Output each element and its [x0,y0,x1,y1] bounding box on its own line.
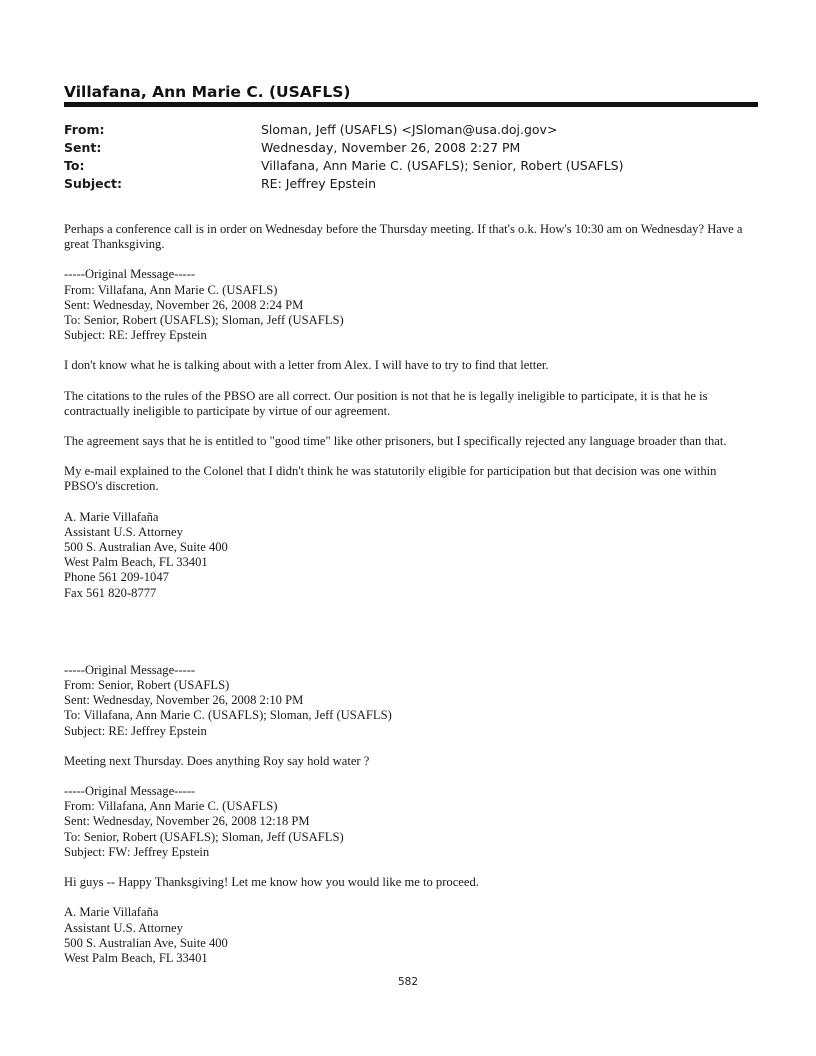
quoted-from: From: Villafana, Ann Marie C. (USAFLS) [64,799,278,814]
quoted-header [64,267,754,343]
quoted-to: To: Senior, Robert (USAFLS); Sloman, Jeff (USAFLS) [64,313,344,328]
subject-label: Subject: [64,176,122,191]
signature-block [64,905,754,966]
mailbox-owner-title: Villafana, Ann Marie C. (USAFLS) [64,83,351,101]
to-label: To: [64,158,85,173]
signature-line: Fax 561 820-8777 [64,585,157,600]
signature-line: Assistant U.S. Attorney [64,524,183,539]
page-number: 582 [397,976,419,988]
signature-line: 500 S. Australian Ave, Suite 400 [64,935,228,950]
sent-row [64,139,764,157]
signature-line: 500 S. Australian Ave, Suite 400 [64,540,228,555]
original-message-divider: -----Original Message----- [64,662,196,677]
message-paragraph: The citations to the rules of the PBSO are all correct. Our position is not that he is legally ineligible to participate, it is that he is contractually ineligible to participate by virtue of our agreement. [64,388,708,418]
email-header [64,121,764,193]
from-label: From: [64,122,105,137]
message-text: Hi guys -- Happy Thanksgiving! Let me know how you would like me to proceed. [64,875,479,890]
message-paragraph: My e-mail explained to the Colonel that I didn't think he was statutorily eligible for participation but that decision was one within PBSO's discretion. [64,464,717,494]
quoted-to: To: Villafana, Ann Marie C. (USAFLS); Sloman, Jeff (USAFLS) [64,708,392,723]
message-text: Perhaps a conference call is in order on Wednesday before the Thursday meeting. If that's o.k. How's 10:30 am on Wednesday? Have a great Thanksgiving. [64,222,743,252]
message-paragraph: I don't know what he is talking about with a letter from Alex. I will have to try to find that letter. [64,358,549,373]
quoted-from: From: Villafana, Ann Marie C. (USAFLS) [64,282,278,297]
email-body [64,222,754,981]
sent-value: Wednesday, November 26, 2008 2:27 PM [261,140,521,155]
quoted-subject: Subject: RE: Jeffrey Epstein [64,328,207,343]
original-message-divider: -----Original Message----- [64,784,196,799]
quoted-subject: Subject: FW: Jeffrey Epstein [64,844,210,859]
signature-line: West Palm Beach, FL 33401 [64,950,208,965]
quoted-from: From: Senior, Robert (USAFLS) [64,678,230,693]
quoted-subject: Subject: RE: Jeffrey Epstein [64,723,207,738]
quoted-sent: Sent: Wednesday, November 26, 2008 2:24 PM [64,297,304,312]
signature-line: Assistant U.S. Attorney [64,920,183,935]
spacer [64,601,754,663]
quoted-header [64,663,754,739]
to-value: Villafana, Ann Marie C. (USAFLS); Senior, Robert (USAFLS) [261,158,624,173]
quoted-to: To: Senior, Robert (USAFLS); Sloman, Jeff (USAFLS) [64,829,344,844]
to-row [64,157,764,175]
subject-row [64,175,764,193]
signature-line: West Palm Beach, FL 33401 [64,555,208,570]
from-row [64,121,764,139]
signature-line: A. Marie Villafaña [64,905,159,920]
sent-label: Sent: [64,140,102,155]
signature-line: A. Marie Villafaña [64,509,159,524]
quoted-header [64,784,754,860]
header-rule [64,102,758,107]
subject-value: RE: Jeffrey Epstein [261,176,377,191]
message-paragraph: The agreement says that he is entitled to "good time" like other prisoners, but I specifically rejected any language broader than that. [64,434,727,449]
message-text: Meeting next Thursday. Does anything Roy say hold water ? [64,753,370,768]
signature-line: Phone 561 209-1047 [64,570,169,585]
signature-block [64,510,754,601]
quoted-sent: Sent: Wednesday, November 26, 2008 2:10 PM [64,693,304,708]
from-value: Sloman, Jeff (USAFLS) <JSloman@usa.doj.gov> [261,122,558,137]
original-message-divider: -----Original Message----- [64,267,196,282]
quoted-sent: Sent: Wednesday, November 26, 2008 12:18 PM [64,814,310,829]
